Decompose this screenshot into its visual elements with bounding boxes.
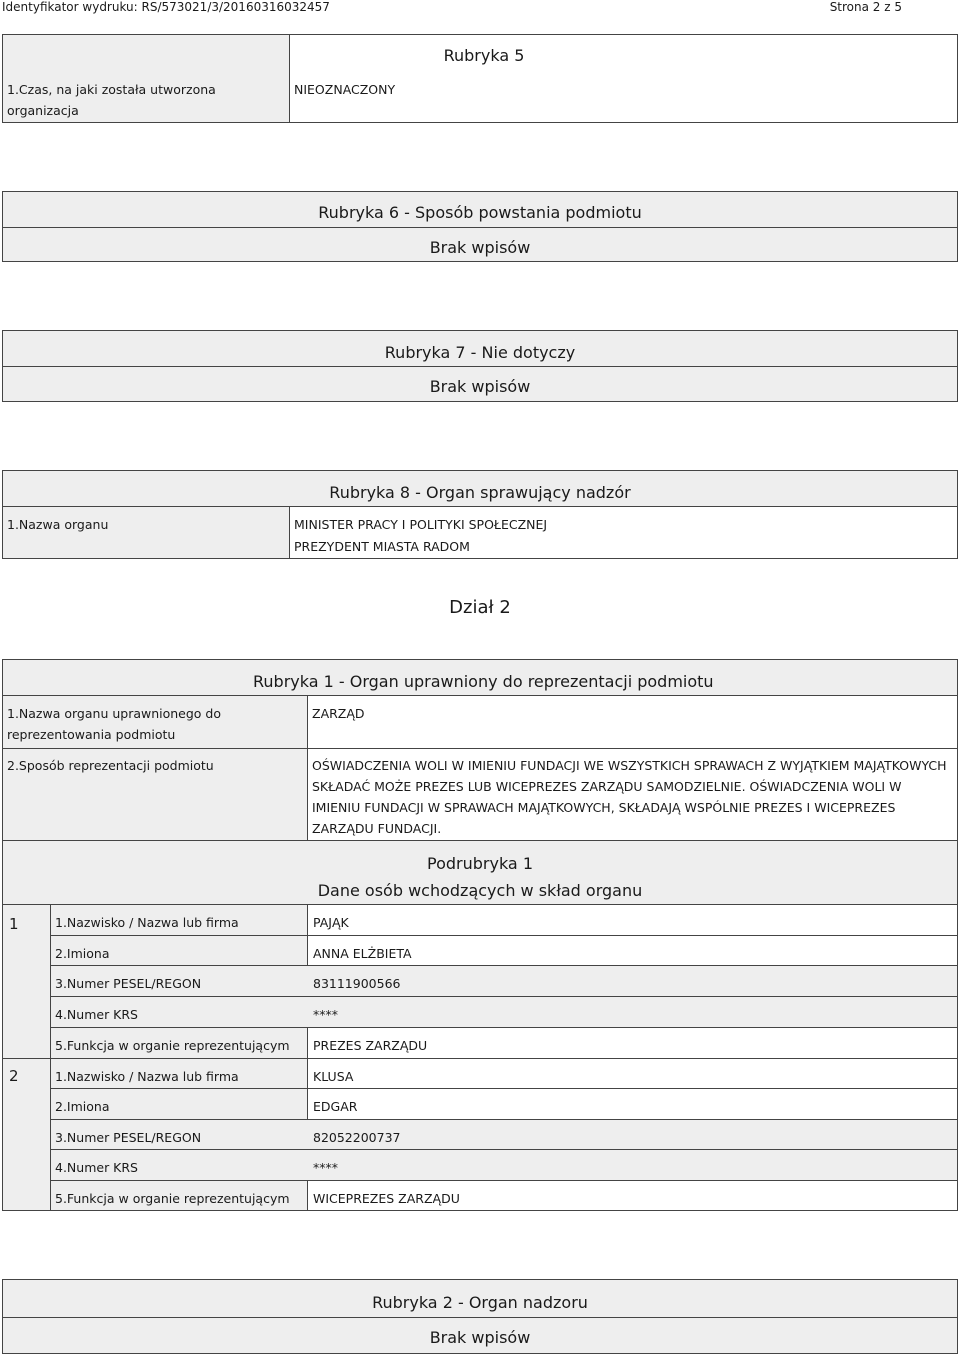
podrubryka-1-subtitle: Dane osób wchodzących w skład organu [317, 881, 643, 900]
person-2-pesel: 82052200737 [313, 1130, 401, 1145]
rubryka-8-value-2: PREZYDENT MIASTA RADOM [294, 539, 470, 554]
person-1-label-krs: 4.Numer KRS [55, 1007, 138, 1022]
rubryka-5-title: Rubryka 5 [443, 46, 525, 65]
rubryka-7-empty: Brak wpisów [429, 377, 531, 396]
podrubryka-1-title: Podrubryka 1 [427, 854, 533, 873]
rubryka-1-field2-value: OŚWIADCZENIA WOLI W IMIENIU FUNDACJI WE WSZYSTKICH SPRAWACH Z WYJĄTKIEM MAJĄTKOWYCH SKŁADAĆ MOŻE PREZES LUB WICEPREZES ZARZĄDU SAMODZIELNIE. OŚWIADCZENIA WOLI W IMIENIU FUNDACJI W SPRAWACH MAJĄTKOWYCH, SKŁADAJĄ WSPÓLNIE PREZES I WICEPREZES ZARZĄDU FUNDACJI. [312, 758, 947, 836]
rubryka-7-title: Rubryka 7 - Nie dotyczy [384, 343, 576, 362]
rubryka-8-value-1: MINISTER PRACY I POLITYKI SPOŁECZNEJ [294, 517, 548, 532]
person-2-label-pesel: 3.Numer PESEL/REGON [55, 1130, 202, 1145]
person-2-number: 2 [9, 1067, 19, 1085]
rubryka-7-box [2, 330, 958, 402]
person-2-label-krs: 4.Numer KRS [55, 1160, 138, 1175]
rubryka-6-title: Rubryka 6 - Sposób powstania podmiotu [318, 203, 642, 222]
rubryka-6-empty: Brak wpisów [429, 238, 531, 257]
rubryka-2-empty: Brak wpisów [429, 1328, 531, 1347]
person-2-surname: KLUSA [313, 1069, 354, 1084]
person-1-surname: PAJĄK [313, 915, 349, 930]
person-1-krs: **** [313, 1007, 338, 1022]
rubryka-5-field1-label: 1.Czas, na jaki została utworzona organizacja [7, 82, 216, 118]
rubryka-5-box [2, 34, 958, 123]
person-2-names: EDGAR [313, 1099, 358, 1114]
rubryka-2-box [2, 1279, 958, 1354]
dzial-2-title: Dział 2 [449, 597, 511, 618]
rubryka-1-field2-label: 2.Sposób reprezentacji podmiotu [7, 758, 214, 773]
person-1-label-names: 2.Imiona [55, 946, 110, 961]
rubryka-8-title: Rubryka 8 - Organ sprawujący nadzór [329, 483, 631, 502]
rubryka-2-title: Rubryka 2 - Organ nadzoru [372, 1293, 588, 1312]
person-1-label-pesel: 3.Numer PESEL/REGON [55, 976, 202, 991]
person-1-label-surname: 1.Nazwisko / Nazwa lub firma [55, 915, 239, 930]
person-2-krs: **** [313, 1160, 338, 1175]
print-identifier: Identyfikator wydruku: RS/573021/3/20160316032457 [2, 0, 330, 14]
page-number: Strona 2 z 5 [829, 0, 902, 14]
podrubryka-1-box [2, 841, 958, 1211]
rubryka-1-title: Rubryka 1 - Organ uprawniony do reprezentacji podmiotu [253, 672, 714, 691]
person-1-label-function: 5.Funkcja w organie reprezentującym [55, 1038, 290, 1053]
person-2-function: WICEPREZES ZARZĄDU [313, 1191, 460, 1206]
person-1-pesel: 83111900566 [313, 976, 401, 991]
rubryka-5-field1-value: NIEOZNACZONY [294, 82, 396, 97]
person-index-column [3, 904, 51, 1210]
person-1-function: PREZES ZARZĄDU [313, 1038, 428, 1053]
rubryka-1-field1-value: ZARZĄD [312, 706, 365, 721]
rubryka-8-field1-label: 1.Nazwa organu [7, 517, 109, 532]
rubryka-1-field1-value-bg [307, 695, 957, 748]
rubryka-8-box [2, 470, 958, 559]
rubryka-1-field1-label: 1.Nazwa organu uprawnionego do reprezentowania podmiotu [7, 706, 222, 742]
person-2-label-function: 5.Funkcja w organie reprezentującym [55, 1191, 290, 1206]
person-2-label-names: 2.Imiona [55, 1099, 110, 1114]
person-1-names: ANNA ELŻBIETA [313, 946, 412, 961]
rubryka-1-box [2, 659, 958, 841]
person-2-label-surname: 1.Nazwisko / Nazwa lub firma [55, 1069, 239, 1084]
rubryka-6-box [2, 191, 958, 262]
person-1-number: 1 [9, 915, 19, 933]
